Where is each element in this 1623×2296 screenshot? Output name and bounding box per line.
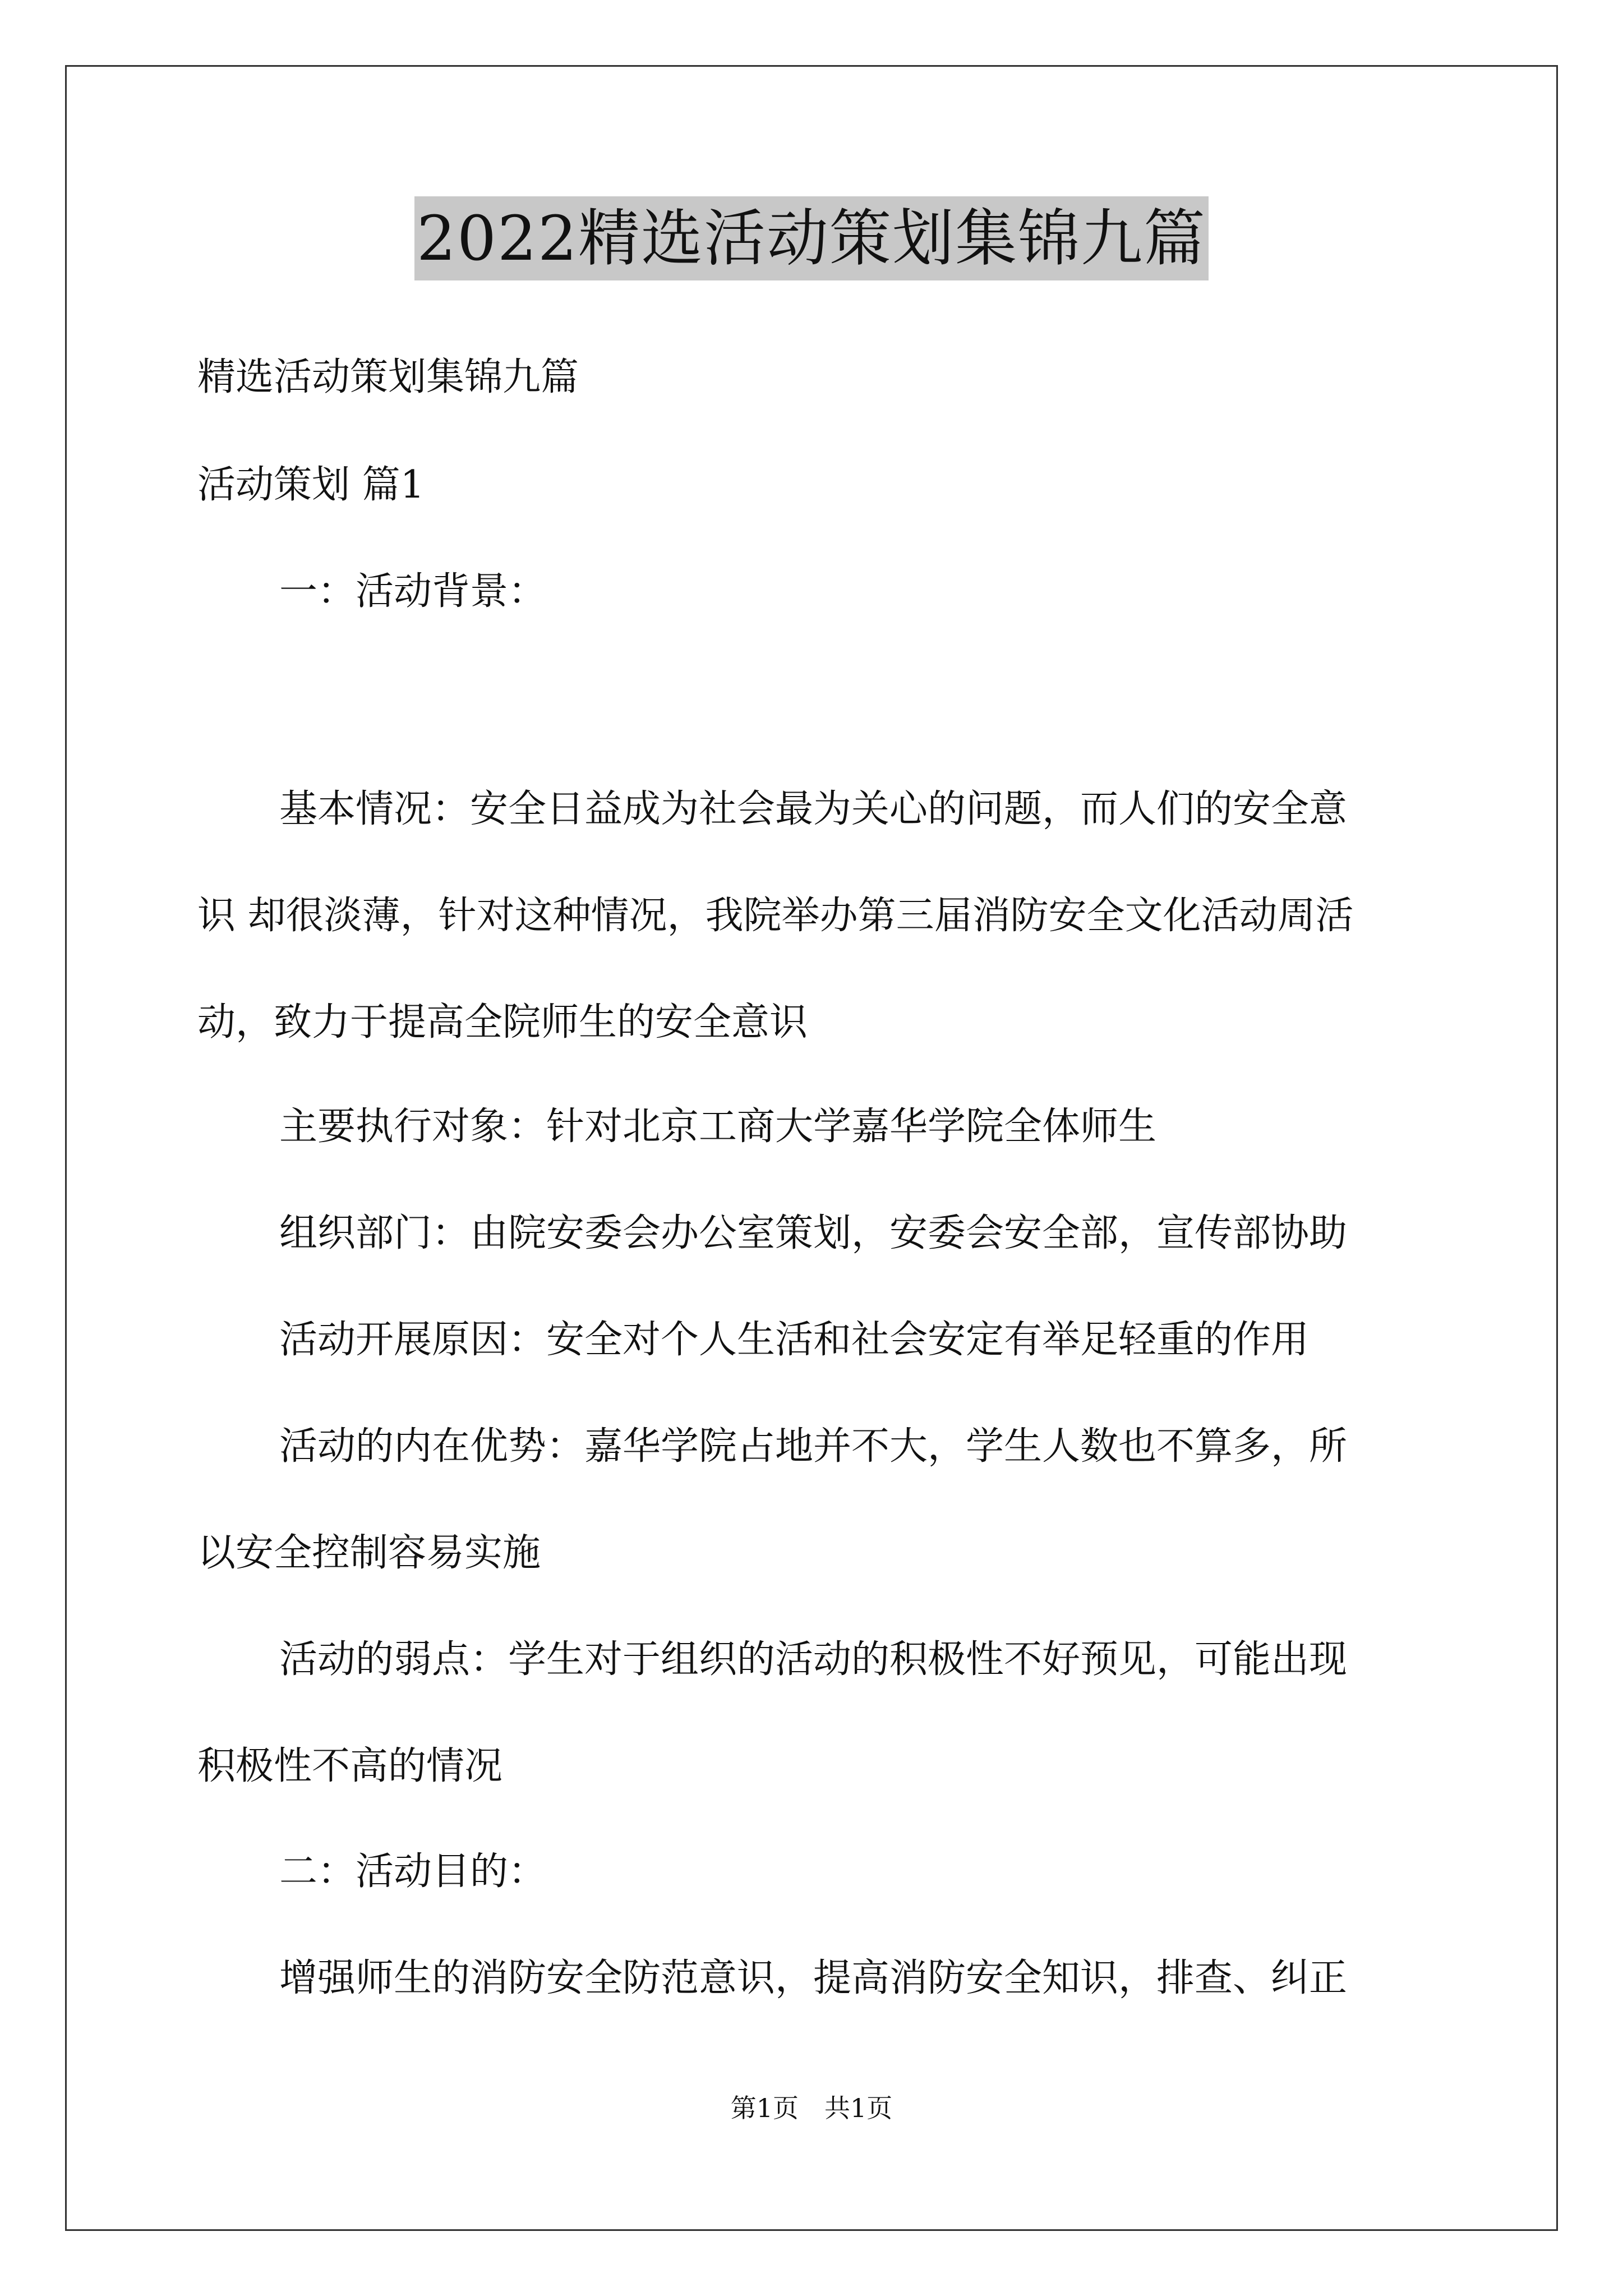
- page-footer: 第1页 共1页: [730, 2093, 893, 2123]
- paragraph-line: 识 却很淡薄，针对这种情况，我院举办第三届消防安全文化活动周活: [197, 894, 1354, 938]
- paragraph-line: 活动的内在优势：嘉华学院占地并不大，学生人数也不算多，所: [279, 1424, 1348, 1469]
- paragraph-line: 组织部门：由院安委会办公室策划，安委会安全部，宣传部协助: [279, 1211, 1348, 1255]
- subtitle-line: 精选活动策划集锦九篇: [197, 355, 579, 399]
- section-heading-line: 活动策划 篇1: [197, 463, 425, 507]
- document-title: 2022精选活动策划集锦九篇: [414, 196, 1209, 280]
- paragraph-line: 主要执行对象：针对北京工商大学嘉华学院全体师生: [279, 1105, 1157, 1149]
- paragraph-line: 以安全控制容易实施: [197, 1531, 541, 1575]
- paragraph-line: 基本情况：安全日益成为社会最为关心的问题，而人们的安全意: [279, 787, 1348, 831]
- paragraph-line: 动，致力于提高全院师生的安全意识: [197, 1000, 808, 1045]
- paragraph-line: 增强师生的消防安全防范意识，提高消防安全知识，排查、纠正: [279, 1956, 1348, 2000]
- paragraph-line: 积极性不高的情况: [197, 1744, 503, 1788]
- paragraph-line: 活动的弱点：学生对于组织的活动的积极性不好预见，可能出现: [279, 1637, 1348, 1682]
- paragraph-line: 活动开展原因：安全对个人生活和社会安定有举足轻重的作用: [279, 1318, 1310, 1362]
- paragraph-line: 一：活动背景：: [279, 569, 547, 614]
- title-container: [0, 196, 1623, 280]
- paragraph-line: 二：活动目的：: [279, 1849, 547, 1894]
